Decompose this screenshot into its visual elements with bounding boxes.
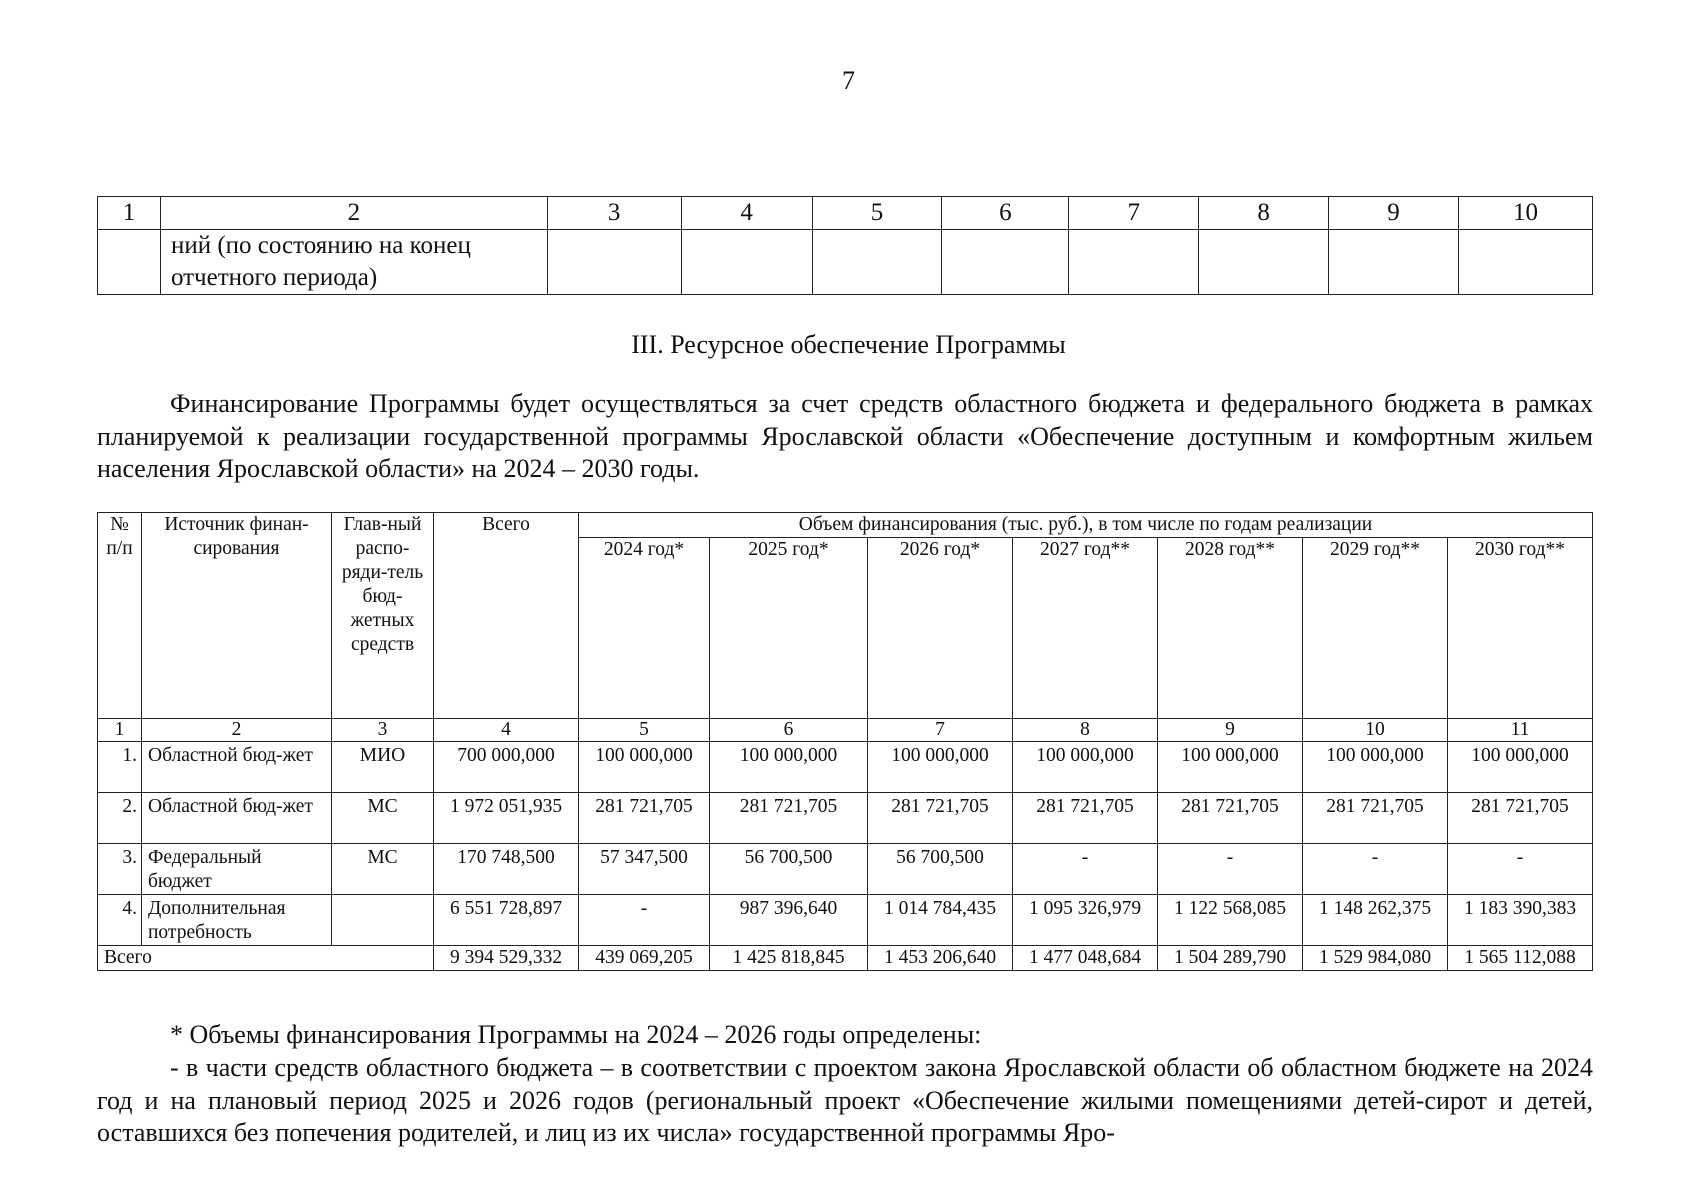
row-year-value: 100 000,000 xyxy=(579,742,710,793)
column-number: 9 xyxy=(1158,719,1303,742)
footnote-title: * Объемы финансирования Программы на 2024 – 2026 годы определены: xyxy=(170,1020,982,1049)
row-year-value: 100 000,000 xyxy=(1158,742,1303,793)
header-cell: 8 xyxy=(1199,197,1329,230)
header-cell: 9 xyxy=(1329,197,1459,230)
footnote-paragraph: - в части средств областного бюджета – в соответствии с проектом закона Ярославской области об областном бюджете на 2024 год и на плановый период 2025 и 2026 годов (региональный проект «Обеспечение жилыми помещениями детей-сирот и детей, оставшихся без попечения родителей, и лиц из их числа» государственной программы Яро- xyxy=(97,1053,1593,1147)
header-cell: 6 xyxy=(942,197,1069,230)
table-row xyxy=(98,844,1593,895)
table-row xyxy=(98,742,1593,793)
empty-cell xyxy=(1458,230,1592,295)
column-number: 7 xyxy=(868,719,1013,742)
total-year-value: 439 069,205 xyxy=(579,946,710,971)
row-year-value: 1 148 262,375 xyxy=(1303,895,1448,946)
row-year-value: 100 000,000 xyxy=(1013,742,1158,793)
row-source: Дополнительная потребность xyxy=(142,895,332,946)
continuation-body-row xyxy=(98,230,1593,295)
header-cell: 4 xyxy=(681,197,812,230)
row-total: 700 000,000 xyxy=(434,742,579,793)
column-number: 11 xyxy=(1448,719,1593,742)
row-year-value: 1 122 568,085 xyxy=(1158,895,1303,946)
financing-header-row-1 xyxy=(98,513,1593,538)
column-number: 1 xyxy=(98,719,142,742)
header-cell: 2 xyxy=(160,197,547,230)
empty-cell xyxy=(1069,230,1199,295)
row-year-value: 1 095 326,979 xyxy=(1013,895,1158,946)
row-total: 1 972 051,935 xyxy=(434,793,579,844)
empty-cell xyxy=(547,230,681,295)
page-number: 7 xyxy=(842,66,855,95)
row-manager xyxy=(332,895,434,946)
year-header: 2029 год** xyxy=(1303,538,1448,719)
row-year-value: 56 700,500 xyxy=(868,844,1013,895)
row-manager: МИО xyxy=(332,742,434,793)
row-year-value: 100 000,000 xyxy=(710,742,868,793)
header-cell: 1 xyxy=(98,197,161,230)
column-number: 10 xyxy=(1303,719,1448,742)
column-number: 3 xyxy=(332,719,434,742)
row-year-value: 281 721,705 xyxy=(1448,793,1593,844)
row-year-value: 281 721,705 xyxy=(710,793,868,844)
total-year-value: 1 477 048,684 xyxy=(1013,946,1158,971)
table-row xyxy=(98,793,1593,844)
column-number: 5 xyxy=(579,719,710,742)
row-year-value: - xyxy=(1448,844,1593,895)
year-header: 2027 год** xyxy=(1013,538,1158,719)
continuation-header-row xyxy=(98,197,1593,230)
financing-table xyxy=(97,512,1593,971)
total-year-value: 1 425 818,845 xyxy=(710,946,868,971)
row-year-value: 987 396,640 xyxy=(710,895,868,946)
row-total: 170 748,500 xyxy=(434,844,579,895)
row-year-value: 1 014 784,435 xyxy=(868,895,1013,946)
total-year-value: 1 504 289,790 xyxy=(1158,946,1303,971)
col-header-manager: Глав-ный распо-ряди-тель бюд-жетных средств xyxy=(332,513,434,719)
row-year-value: 100 000,000 xyxy=(1303,742,1448,793)
total-year-value: 1 565 112,088 xyxy=(1448,946,1593,971)
column-number: 4 xyxy=(434,719,579,742)
continuation-text-cell: ний (по состоянию на конец отчетного периода) xyxy=(160,230,547,295)
column-number: 6 xyxy=(710,719,868,742)
row-year-value: 281 721,705 xyxy=(579,793,710,844)
row-number: 2. xyxy=(98,793,142,844)
intro-paragraph: Финансирование Программы будет осуществляться за счет средств областного бюджета и федерального бюджета в рамках планируемой к реализации государственной программы Ярославской области «Обеспечение доступным и комфортным жильем населения Ярославской области» на 2024 – 2030 годы. xyxy=(97,389,1593,483)
year-header: 2025 год* xyxy=(710,538,868,719)
row-year-value: 100 000,000 xyxy=(1448,742,1593,793)
row-year-value: 57 347,500 xyxy=(579,844,710,895)
header-cell: 3 xyxy=(547,197,681,230)
col-header-source: Источник финан-сирования xyxy=(142,513,332,719)
row-year-value: 1 183 390,383 xyxy=(1448,895,1593,946)
section-title: III. Ресурсное обеспечение Программы xyxy=(631,330,1066,359)
total-sum: 9 394 529,332 xyxy=(434,946,579,971)
row-year-value: - xyxy=(1158,844,1303,895)
row-year-value: 56 700,500 xyxy=(710,844,868,895)
row-number: 4. xyxy=(98,895,142,946)
year-header: 2024 год* xyxy=(579,538,710,719)
col-header-no: № п/п xyxy=(98,513,142,719)
empty-cell xyxy=(1199,230,1329,295)
row-manager: МС xyxy=(332,793,434,844)
header-cell: 10 xyxy=(1458,197,1592,230)
row-number: 3. xyxy=(98,844,142,895)
col-header-total: Всего xyxy=(434,513,579,719)
continuation-table xyxy=(97,196,1593,295)
row-total: 6 551 728,897 xyxy=(434,895,579,946)
row-year-value: 281 721,705 xyxy=(1303,793,1448,844)
row-source: Федеральный бюджет xyxy=(142,844,332,895)
row-year-value: 100 000,000 xyxy=(868,742,1013,793)
year-header: 2026 год* xyxy=(868,538,1013,719)
row-year-value: 281 721,705 xyxy=(1158,793,1303,844)
column-number-row xyxy=(98,719,1593,742)
row-year-value: - xyxy=(1303,844,1448,895)
row-year-value: - xyxy=(1013,844,1158,895)
row-source: Областной бюд-жет xyxy=(142,793,332,844)
column-number: 8 xyxy=(1013,719,1158,742)
total-year-value: 1 453 206,640 xyxy=(868,946,1013,971)
empty-cell xyxy=(98,230,161,295)
year-header: 2028 год** xyxy=(1158,538,1303,719)
empty-cell xyxy=(942,230,1069,295)
empty-cell xyxy=(1329,230,1459,295)
row-year-value: 281 721,705 xyxy=(1013,793,1158,844)
row-year-value: 281 721,705 xyxy=(868,793,1013,844)
row-year-value: - xyxy=(579,895,710,946)
column-number: 2 xyxy=(142,719,332,742)
table-row xyxy=(98,895,1593,946)
total-label: Всего xyxy=(98,946,434,971)
col-header-group: Объем финансирования (тыс. руб.), в том числе по годам реализации xyxy=(579,513,1593,538)
total-row xyxy=(98,946,1593,971)
header-cell: 7 xyxy=(1069,197,1199,230)
row-number: 1. xyxy=(98,742,142,793)
row-manager: МС xyxy=(332,844,434,895)
header-cell: 5 xyxy=(812,197,942,230)
empty-cell xyxy=(812,230,942,295)
empty-cell xyxy=(681,230,812,295)
year-header: 2030 год** xyxy=(1448,538,1593,719)
total-year-value: 1 529 984,080 xyxy=(1303,946,1448,971)
row-source: Областной бюд-жет xyxy=(142,742,332,793)
